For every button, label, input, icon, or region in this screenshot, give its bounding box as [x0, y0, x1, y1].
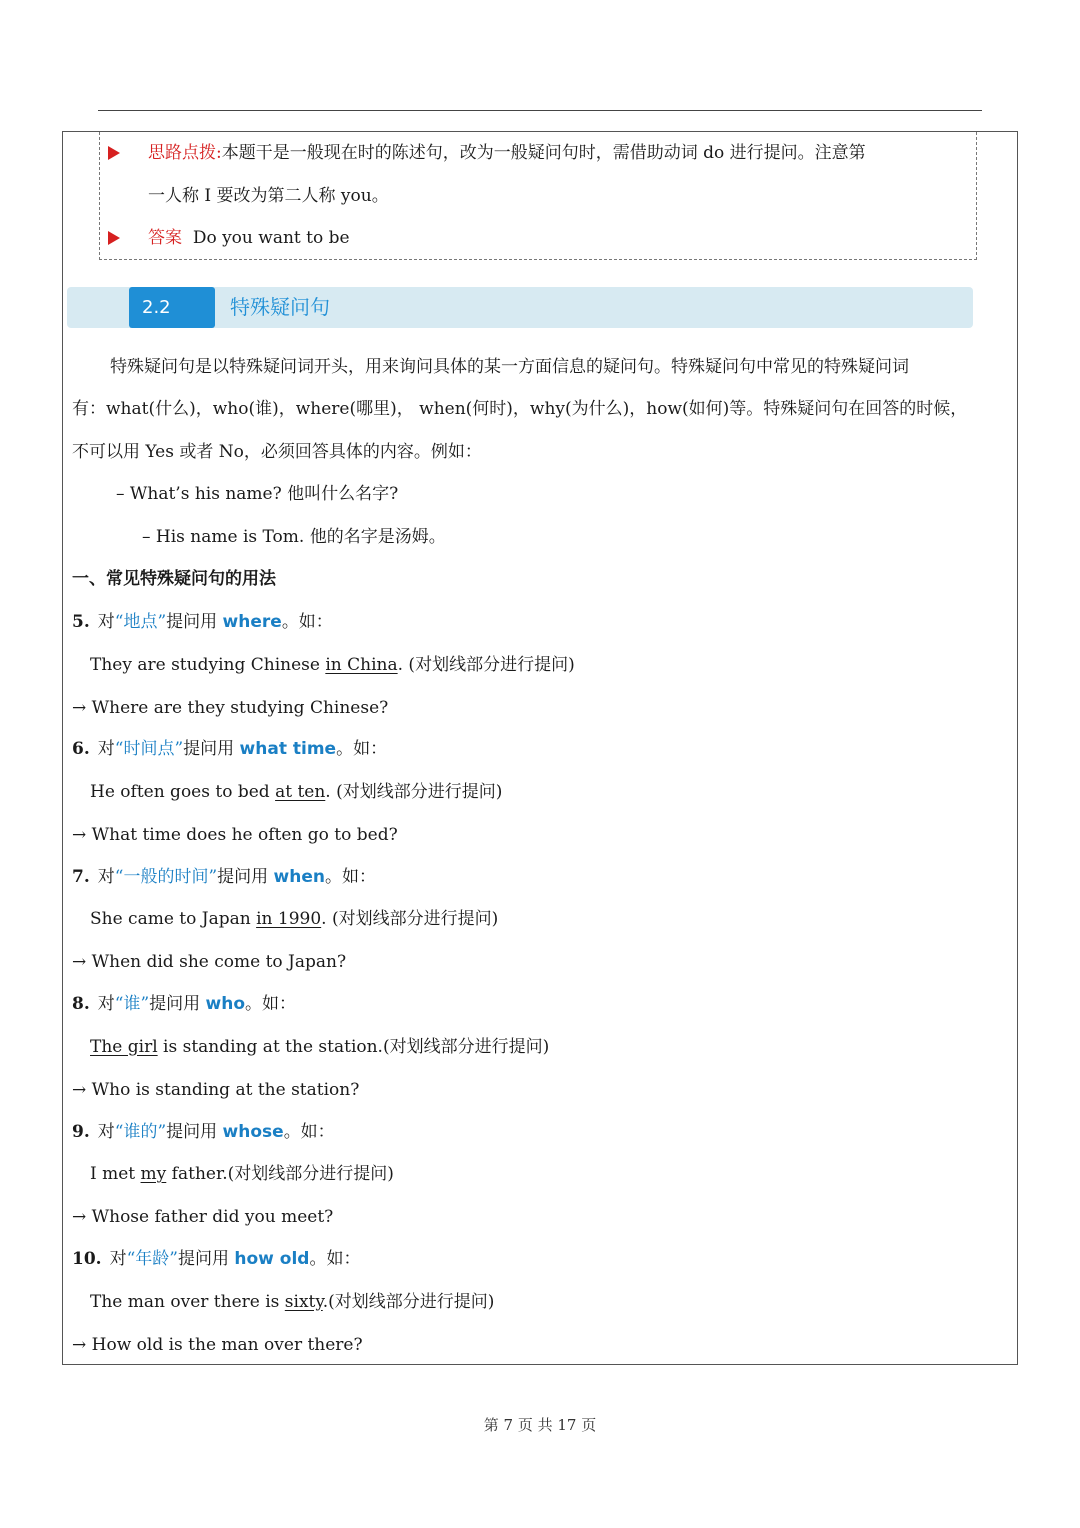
rule-mid: 提问用: [166, 612, 223, 632]
section-number: 2.2: [129, 287, 215, 328]
rule-suffix: 。如：: [281, 612, 333, 632]
underlined-text: The girl: [90, 1036, 158, 1057]
rule-answer: → What time does he often go to bed?: [72, 824, 398, 845]
rule-number: 8.: [72, 994, 90, 1015]
answer-line: [148, 228, 350, 248]
header-rule: [98, 110, 982, 111]
underlined-text: at ten: [275, 781, 326, 802]
intro-line-3: 不可以用 Yes 或者 No，必须回答具体的内容。例如：: [72, 442, 482, 462]
example-text: The man over there is: [90, 1291, 285, 1312]
rule-example: [90, 1163, 394, 1185]
intro-line-1: 特殊疑问句是以特殊疑问词开头，用来询问具体的某一方面信息的疑问句。特殊疑问句中常见的特殊疑问词: [110, 357, 909, 377]
tip-line-1: [148, 143, 866, 163]
rule-heading: [72, 993, 296, 1015]
rule-prefix: 对: [97, 1121, 115, 1142]
rule-heading: [72, 866, 376, 888]
rule-mid: 提问用: [149, 994, 206, 1015]
rule-answer: → Where are they studying Chinese?: [72, 697, 389, 718]
rule-suffix: 。如：: [325, 866, 376, 887]
example-text: I met: [90, 1164, 141, 1185]
underlined-text: sixty: [284, 1291, 323, 1312]
rule-topic: “地点”: [114, 612, 167, 632]
example-instruction: .(对划线部分进行提问): [322, 1291, 495, 1312]
example-instruction: . (对划线部分进行提问): [397, 654, 575, 675]
intro-line-2: 有：what(什么)，who(谁)，where(哪里)， when(何时)，why(为什么)，how(如何)等。特殊疑问句在回答的时候，: [72, 399, 968, 419]
question-word: who: [205, 994, 246, 1015]
underlined-text: in China: [325, 654, 398, 675]
rule-answer: → When did she come to Japan?: [72, 952, 347, 973]
rule-example: [90, 908, 498, 930]
rule-heading: [72, 1248, 360, 1270]
rule-mid: 提问用: [183, 739, 240, 760]
rule-number: 9.: [72, 1121, 90, 1142]
underlined-text: my: [140, 1164, 167, 1185]
rule-topic: “时间点”: [114, 739, 184, 760]
rule-topic: “年龄”: [126, 1249, 178, 1269]
example-instruction: . (对划线部分进行提问): [325, 781, 503, 802]
rule-example: [90, 1036, 549, 1058]
rule-example: [90, 781, 502, 803]
rule-prefix: 对: [97, 612, 115, 632]
rule-answer: → Whose father did you meet?: [72, 1207, 334, 1228]
rule-suffix: 。如：: [309, 1249, 361, 1269]
rule-number: 7.: [72, 866, 90, 887]
rule-answer: → How old is the man over there?: [72, 1334, 363, 1355]
rule-example: [90, 1291, 494, 1313]
example-text: He often goes to bed: [90, 781, 276, 802]
example-question: – What’s his name? 他叫什么名字?: [116, 484, 399, 504]
rule-heading: [72, 738, 387, 760]
section-title: 特殊疑问句: [230, 295, 330, 319]
example-instruction: . (对划线部分进行提问): [321, 909, 499, 930]
tip-text: 本题干是一般现在时的陈述句，改为一般疑问句时，需借助动词 do 进行提问。注意第: [221, 143, 866, 163]
rule-mid: 提问用: [217, 866, 274, 887]
tip-label: 思路点拨:: [148, 143, 222, 163]
tip-line-2: 一人称 I 要改为第二人称 you。: [148, 186, 389, 206]
rule-example: [90, 654, 575, 676]
rule-number: 5.: [72, 612, 90, 632]
rule-prefix: 对: [97, 994, 115, 1015]
rule-suffix: 。如：: [336, 739, 388, 760]
rule-prefix: 对: [97, 739, 115, 760]
example-answer: – His name is Tom. 他的名字是汤姆。: [142, 527, 446, 547]
question-word: whose: [222, 1121, 284, 1142]
underlined-text: in 1990: [256, 909, 322, 930]
rule-answer: → Who is standing at the station?: [72, 1079, 360, 1100]
rule-number: 6.: [72, 739, 90, 760]
rule-suffix: 。如：: [245, 994, 297, 1015]
rule-heading: [72, 1121, 335, 1143]
rule-mid: 提问用: [166, 1121, 223, 1142]
usage-heading: 一、常见特殊疑问句的用法: [72, 569, 276, 589]
rule-topic: “一般的时间”: [114, 866, 218, 887]
rule-number: 10.: [72, 1249, 102, 1269]
arrow-bullet-icon: [108, 231, 120, 245]
example-text: They are studying Chinese: [90, 654, 326, 675]
question-word: when: [273, 866, 325, 887]
rule-suffix: 。如：: [283, 1121, 335, 1142]
question-word: where: [222, 612, 282, 632]
rule-heading: [72, 611, 333, 633]
answer-label: 答案: [148, 228, 182, 248]
question-word: how old: [234, 1249, 310, 1269]
rule-prefix: 对: [109, 1249, 127, 1269]
rule-prefix: 对: [97, 866, 115, 887]
example-text: She came to Japan: [90, 909, 257, 930]
rule-mid: 提问用: [177, 1249, 235, 1269]
question-word: what time: [239, 739, 337, 760]
rule-topic: “谁”: [114, 994, 150, 1015]
example-instruction: is standing at the station.(对划线部分进行提问): [157, 1036, 550, 1057]
example-instruction: father.(对划线部分进行提问): [166, 1164, 394, 1185]
arrow-bullet-icon: [108, 146, 120, 160]
answer-text: Do you want to be: [192, 228, 350, 248]
page-footer: 第 7 页 共 17 页: [483, 1416, 597, 1434]
rule-topic: “谁的”: [114, 1121, 167, 1142]
